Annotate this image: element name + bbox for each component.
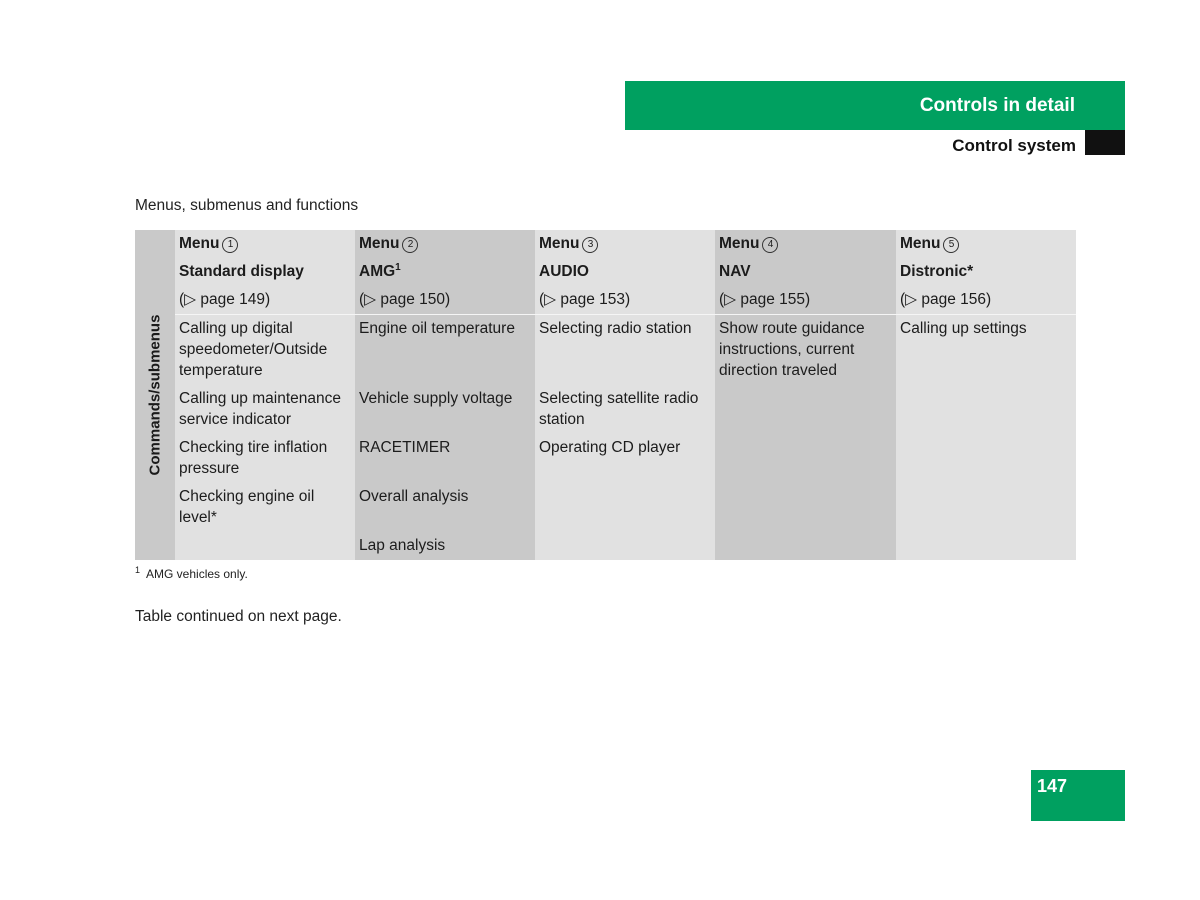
table-cell: Show route guidance instructions, current direction traveled (715, 315, 896, 386)
circled-number: 5 (943, 237, 959, 253)
footnote (135, 567, 248, 581)
page-number-tab (1031, 770, 1125, 821)
table-row (135, 532, 1076, 560)
table-cell: Calling up digital speedometer/Outside temperature (175, 315, 355, 386)
table-cell (175, 532, 355, 560)
table-cell: Calling up maintenance service indicator (175, 385, 355, 434)
page-number: 147 (1037, 776, 1068, 796)
menu-name: Distronic* (896, 258, 1076, 286)
table-caption: Menus, submenus and functions (135, 197, 359, 214)
menu-number-row (135, 230, 1076, 258)
page-ref: (▷ page 155) (715, 286, 896, 315)
menu-name: NAV (715, 258, 896, 286)
table-cell (715, 483, 896, 532)
table-cell: RACETIMER (355, 434, 535, 483)
table-cell (715, 532, 896, 560)
chapter-title: Controls in detail (919, 94, 1075, 116)
side-label: Commands/submenus (146, 314, 164, 476)
table-cell: Lap analysis (355, 532, 535, 560)
circled-number: 2 (402, 237, 418, 253)
table-cell: Selecting radio station (535, 315, 715, 386)
table-cell: Calling up settings (896, 315, 1076, 386)
page-ref-row (135, 286, 1076, 315)
section-marker-block (1085, 130, 1125, 155)
table-cell: Vehicle supply voltage (355, 385, 535, 434)
menu-header: Menu 1 (175, 230, 355, 258)
continued-note: Table continued on next page. (135, 608, 342, 625)
table-cell (896, 434, 1076, 483)
table-cell (535, 483, 715, 532)
menu-name: AMG$^1$ (355, 258, 535, 286)
table-row (135, 434, 1076, 483)
side-label-cell (135, 230, 175, 560)
page-ref: (▷ page 156) (896, 286, 1076, 315)
table-cell (896, 532, 1076, 560)
page-ref: (▷ page 149) (175, 286, 355, 315)
page-ref: (▷ page 150) (355, 286, 535, 315)
page-ref: (▷ page 153) (535, 286, 715, 315)
menu-table (135, 230, 1076, 560)
menu-header: Menu 3 (535, 230, 715, 258)
circled-number: 4 (762, 237, 778, 253)
table-cell (896, 483, 1076, 532)
table-row (135, 483, 1076, 532)
menu-name-row (135, 258, 1076, 286)
menu-name: AUDIO (535, 258, 715, 286)
footnote-text: AMG vehicles only. (146, 567, 248, 581)
table-cell: Engine oil temperature (355, 315, 535, 386)
table-row (135, 385, 1076, 434)
table-cell: Operating CD player (535, 434, 715, 483)
table-cell (715, 385, 896, 434)
table-cell: Checking tire inflation pressure (175, 434, 355, 483)
footnote-mark: 1 (135, 565, 141, 575)
table-cell (715, 434, 896, 483)
table-cell: Overall analysis (355, 483, 535, 532)
circled-number: 3 (582, 237, 598, 253)
menu-header: Menu 2 (355, 230, 535, 258)
menu-name: Standard display (175, 258, 355, 286)
table-cell (896, 385, 1076, 434)
table-row (135, 315, 1076, 386)
table-cell (535, 532, 715, 560)
chapter-header-bar (625, 81, 1125, 130)
footnote-ref: 1 (395, 261, 401, 273)
table-cell: Checking engine oil level* (175, 483, 355, 532)
menu-header: Menu 5 (896, 230, 1076, 258)
table-cell: Selecting satellite radio station (535, 385, 715, 434)
circled-number: 1 (222, 237, 238, 253)
section-title: Control system (952, 136, 1076, 155)
menu-header: Menu 4 (715, 230, 896, 258)
